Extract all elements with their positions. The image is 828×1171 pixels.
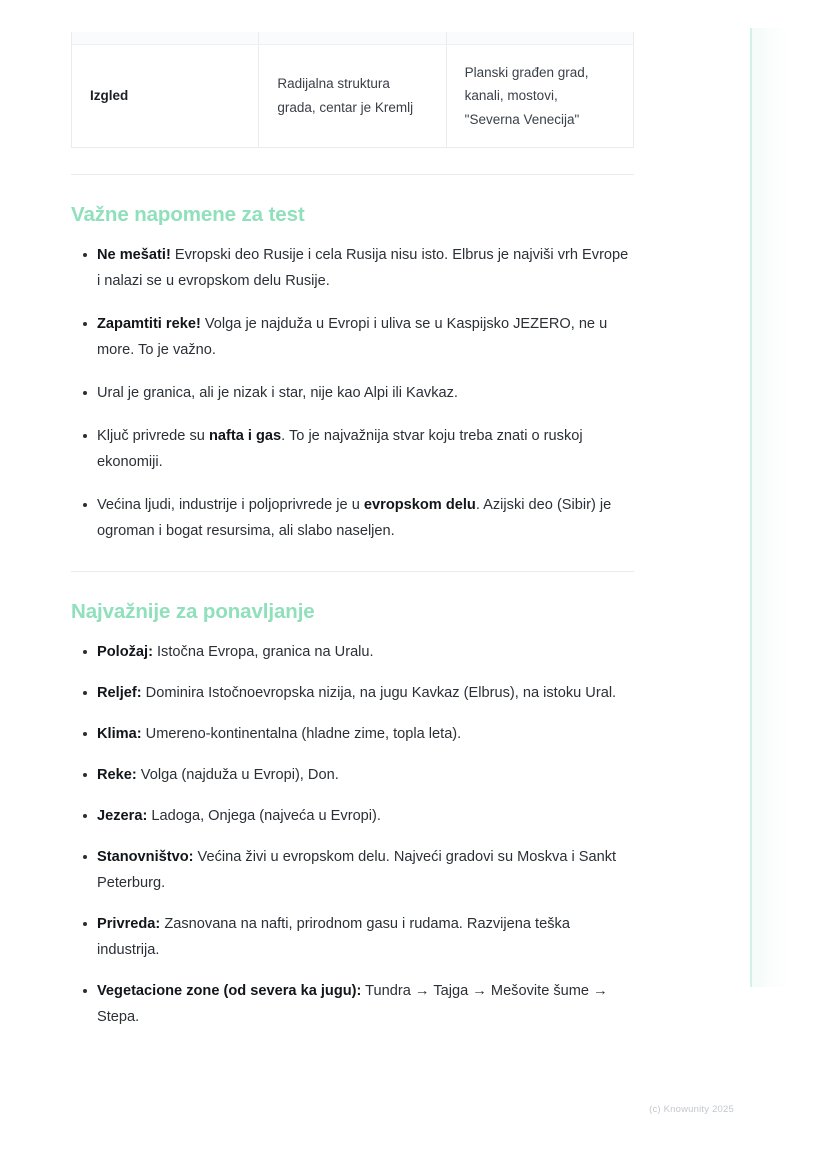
list-item-text: Većina ljudi, industrije i poljoprivrede je u [97, 497, 364, 514]
table-row-clipped [72, 32, 634, 44]
list-item-label: Stanovništvo: [97, 848, 194, 865]
list-item-text-tail: . Azijski deo (Sibir) je ogroman i bogat resursima, ali slabo naseljen. [97, 497, 612, 540]
list-item-emphasis: nafta i gas [208, 428, 282, 445]
list-item-text: Volga je najduža u Evropi i uliva se u Kaspijsko JEZERO, ne u more. To je važno. [97, 316, 608, 359]
list-item-label: Ne mešati! [97, 247, 171, 264]
clipped-cell-1 [72, 32, 259, 44]
list-item-text: Ladoga, Onjega (najveća u Evropi). [147, 807, 381, 824]
table-cell-moscow: Radijalna struktura grada, centar je Kremlj [259, 44, 446, 148]
document-content [71, 0, 634, 1031]
table-body [72, 32, 634, 148]
footer-copyright: (c) Knowunity 2025 [649, 1104, 734, 1115]
list-item-emphasis: evropskom delu [363, 497, 476, 514]
list-item-label: Jezera: [97, 807, 148, 824]
list-item-text: Volga (najduža u Evropi), Don. [136, 767, 339, 783]
list-item-text: Evropski deo Rusije i cela Rusija nisu isto. Elbrus je najviši vrh Evrope i nalazi se u evropskom delu Rusije. [97, 247, 629, 290]
right-edge-wash [751, 28, 789, 987]
clipped-cell-2 [259, 32, 446, 44]
list-item-text-tail: . To je najvažnija stvar koju treba znati o ruskoj ekonomiji. [97, 428, 583, 471]
summary-list [71, 640, 634, 1031]
section-divider-1 [71, 174, 634, 175]
list-item-label: Reljef: [97, 685, 142, 702]
list-item-label: Reke: [97, 767, 137, 783]
table-cell-petersburg: Planski građen grad, kanali, mostovi, "Severna Venecija" [446, 44, 633, 148]
list-item [71, 845, 634, 897]
list-item-label: Vegetacione zone (od severa ka jugu): [97, 982, 362, 999]
list-item-text: Ural je granica, ali je nizak i star, nije kao Alpi ili Kavkaz. [97, 385, 458, 402]
right-edge-rail [750, 28, 752, 987]
notes-list [71, 243, 634, 545]
list-item [71, 381, 634, 407]
section-divider-2 [71, 571, 634, 572]
list-item [71, 722, 634, 748]
list-item [71, 763, 634, 789]
list-item [71, 681, 634, 707]
list-item-text: Dominira Istočnoevropska nizija, na jugu Kavkaz (Elbrus), na istoku Ural. [141, 685, 617, 702]
clipped-cell-3 [446, 32, 633, 44]
section-heading-summary: Najvažnije za ponavljanje [71, 600, 315, 624]
list-item [71, 243, 634, 295]
list-item-label: Privreda: [97, 915, 161, 932]
section-heading-notes: Važne napomene za test [71, 203, 305, 227]
list-item [71, 493, 634, 545]
table-row [72, 44, 634, 148]
table-row-label: Izgled [72, 44, 259, 148]
list-item [71, 640, 634, 666]
list-item-label: Zapamtiti reke! [97, 316, 201, 333]
list-item-text: Umereno-kontinentalna (hladne zime, topla leta). [141, 726, 462, 743]
list-item-text: Većina živi u evropskom delu. Najveći gradovi su Moskva i Sankt Peterburg. [97, 848, 617, 891]
list-item [71, 804, 634, 830]
list-item-text: Zasnovana na nafti, prirodnom gasu i rudama. Razvijena teška industrija. [97, 915, 570, 958]
list-item-label: Položaj: [97, 644, 153, 661]
list-item-text: Tundra → Tajga → Mešovite šume → Stepa. [97, 982, 608, 1025]
list-item [71, 912, 634, 964]
list-item [71, 424, 634, 476]
list-item [71, 979, 634, 1031]
list-item-text: Ključ privrede su [97, 428, 209, 445]
list-item [71, 312, 634, 364]
list-item-label: Klima: [97, 726, 142, 743]
comparison-table [71, 32, 634, 148]
list-item-text: Istočna Evropa, granica na Uralu. [152, 644, 374, 661]
